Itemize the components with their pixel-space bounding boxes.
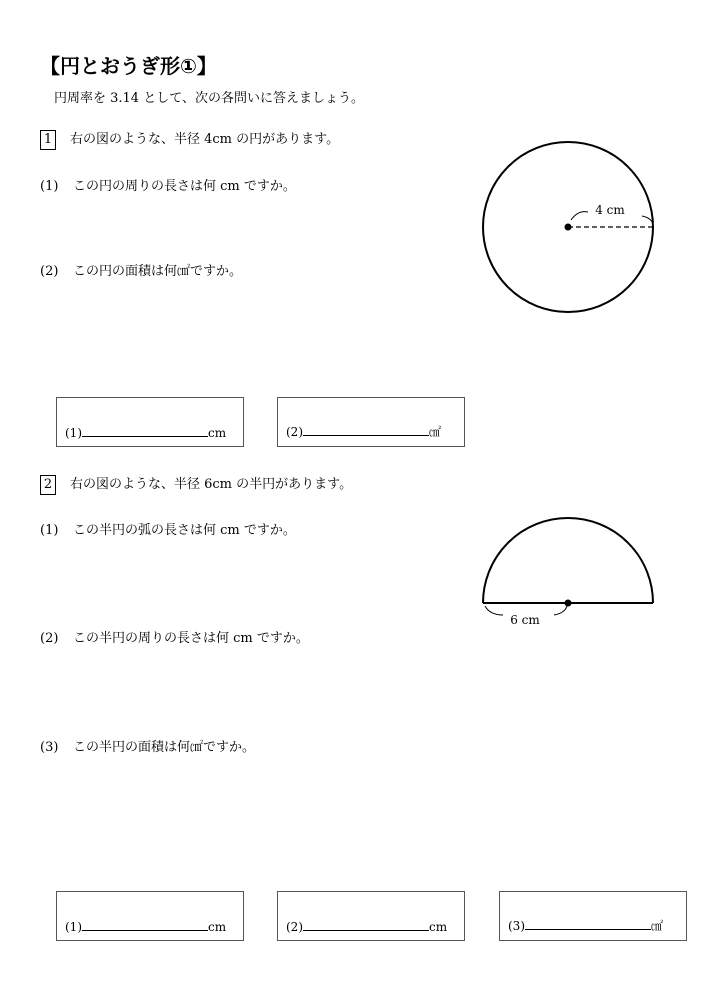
answer-box-1-2[interactable]: [277, 397, 465, 447]
question-number: (2): [40, 264, 59, 279]
question-text: この半円の弧の長さは何 cm ですか。: [73, 523, 296, 538]
answer-box-2-2[interactable]: [277, 891, 465, 941]
answer-number: (1): [65, 920, 82, 934]
question-number: (1): [40, 523, 59, 538]
answer-line[interactable]: [525, 917, 651, 930]
question-2-3: [40, 736, 255, 755]
problem-1-header: [40, 128, 339, 150]
dimension-arc-left: [571, 212, 588, 220]
problem-number: 2: [40, 475, 56, 495]
answer-number: (1): [65, 426, 82, 440]
question-number: (1): [40, 179, 59, 194]
center-point: [565, 600, 572, 607]
answer-line[interactable]: [82, 424, 208, 437]
answer-unit: cm: [208, 920, 227, 934]
problem-statement: 右の図のような、半径 6cm の半円があります。: [70, 477, 353, 492]
answer-box-2-1[interactable]: [56, 891, 244, 941]
question-number: (3): [40, 740, 59, 755]
semicircle-arc: [483, 518, 653, 603]
answer-line[interactable]: [303, 918, 429, 931]
answer-box-2-3[interactable]: [499, 891, 687, 941]
question-number: (2): [40, 631, 59, 646]
circle-figure: [470, 130, 670, 330]
problem-statement: 右の図のような、半径 4cm の円があります。: [70, 132, 340, 147]
answer-unit: ㎠: [429, 425, 442, 439]
question-text: この円の面積は何㎠ですか。: [73, 264, 243, 279]
question-1-1: [40, 175, 296, 194]
radius-label: 4 cm: [595, 203, 625, 217]
problem-number: 1: [40, 130, 56, 150]
question-2-1: [40, 519, 296, 538]
answer-unit: cm: [429, 920, 448, 934]
answer-line[interactable]: [82, 918, 208, 931]
page-title: 【円とおうぎ形①】: [40, 54, 217, 78]
answer-unit: cm: [208, 426, 227, 440]
answer-line[interactable]: [303, 423, 429, 436]
question-text: この円の周りの長さは何 cm ですか。: [73, 179, 296, 194]
instructions: 円周率を 3.14 として、次の各問いに答えましょう。: [54, 91, 364, 106]
answer-unit: ㎠: [651, 919, 664, 933]
answer-number: (3): [508, 919, 525, 933]
dimension-arc-right: [554, 606, 567, 615]
question-2-2: [40, 627, 309, 646]
answer-number: (2): [286, 920, 303, 934]
answer-number: (2): [286, 425, 303, 439]
question-text: この半円の周りの長さは何 cm ですか。: [73, 631, 309, 646]
semicircle-figure: [470, 505, 670, 635]
radius-label: 6 cm: [510, 613, 540, 627]
dimension-arc-left: [485, 606, 503, 615]
problem-2-header: [40, 473, 352, 495]
dimension-arc-right: [642, 216, 653, 225]
question-1-2: [40, 260, 242, 279]
answer-box-1-1[interactable]: [56, 397, 244, 447]
question-text: この半円の面積は何㎠ですか。: [73, 740, 256, 755]
